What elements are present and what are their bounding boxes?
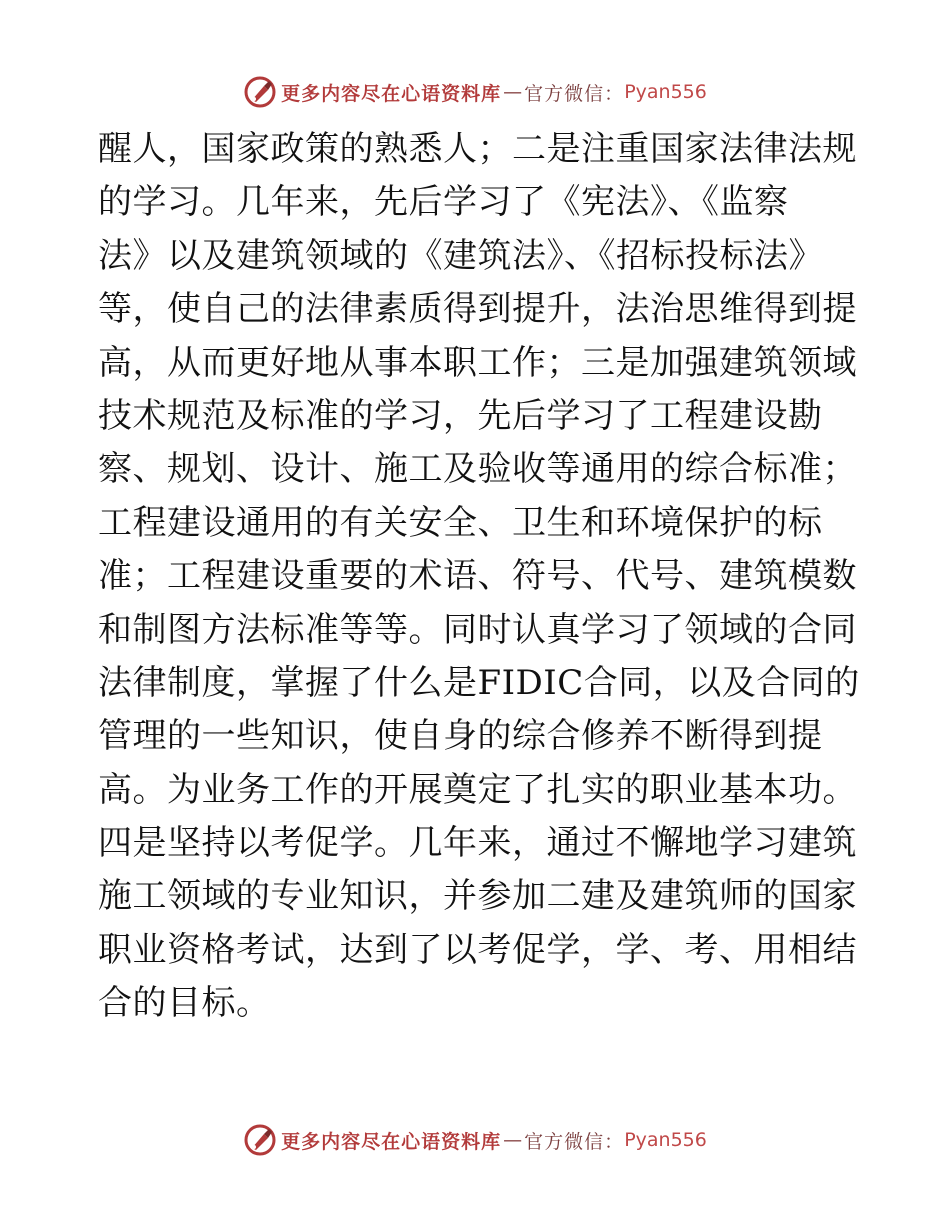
watermark-wechat-label: 官方微信： xyxy=(524,82,625,105)
watermark-wechat-id: Pyan556 xyxy=(624,81,707,103)
watermark-wechat-id: Pyan556 xyxy=(624,1129,707,1151)
header-watermark xyxy=(0,72,950,112)
text-line: 管理的一些知识，使自身的综合修养不断得到提 xyxy=(98,716,823,757)
text-line: 察、规划、设计、施工及验收等通用的综合标准； xyxy=(98,449,857,490)
text-line: 醒人，国家政策的熟悉人；二是注重国家法律法规 xyxy=(98,129,857,169)
text-line: 合的目标。 xyxy=(98,983,271,1024)
text-line: 工程建设通用的有关安全、卫生和环境保护的标 xyxy=(98,502,823,543)
text-line: 准；工程建设重要的术语、符号、代号、建筑模数 xyxy=(98,556,857,597)
watermark-separator: — xyxy=(503,81,523,103)
text-line: 施工领域的专业知识，并参加二建及建筑师的国家 xyxy=(98,876,857,917)
text-line: 和制图方法标准等等。同时认真学习了领域的合同 xyxy=(98,609,857,650)
logo-icon xyxy=(243,1123,277,1157)
text-line: 职业资格考试，达到了以考促学，学、考、用相结 xyxy=(98,929,857,970)
watermark-separator: — xyxy=(503,1129,523,1151)
watermark-site-text: 更多内容尽在心语资料库 xyxy=(281,1130,502,1153)
text-line: 技术规范及标准的学习，先后学习了工程建设勘 xyxy=(98,395,823,436)
text-line: 高，从而更好地从事本职工作；三是加强建筑领域 xyxy=(98,342,857,383)
text-line: 法律制度，掌握了什么是FIDIC合同，以及合同的 xyxy=(98,662,860,703)
text-line: 的学习。几年来，先后学习了《宪法》、《监察 xyxy=(98,182,789,223)
watermark-site-text: 更多内容尽在心语资料库 xyxy=(281,82,502,105)
logo-icon xyxy=(243,75,277,109)
footer-watermark xyxy=(0,1120,950,1160)
text-line: 高。为业务工作的开展奠定了扎实的职业基本功。 xyxy=(98,769,857,810)
watermark-wechat-label: 官方微信： xyxy=(524,1130,625,1153)
text-line: 等，使自己的法律素质得到提升，法治思维得到提 xyxy=(98,289,857,330)
text-line: 法》以及建筑领域的《建筑法》、《招标投标法》 xyxy=(98,235,823,276)
document-body xyxy=(98,123,858,1031)
text-line: 四是坚持以考促学。几年来，通过不懈地学习建筑 xyxy=(98,823,857,864)
